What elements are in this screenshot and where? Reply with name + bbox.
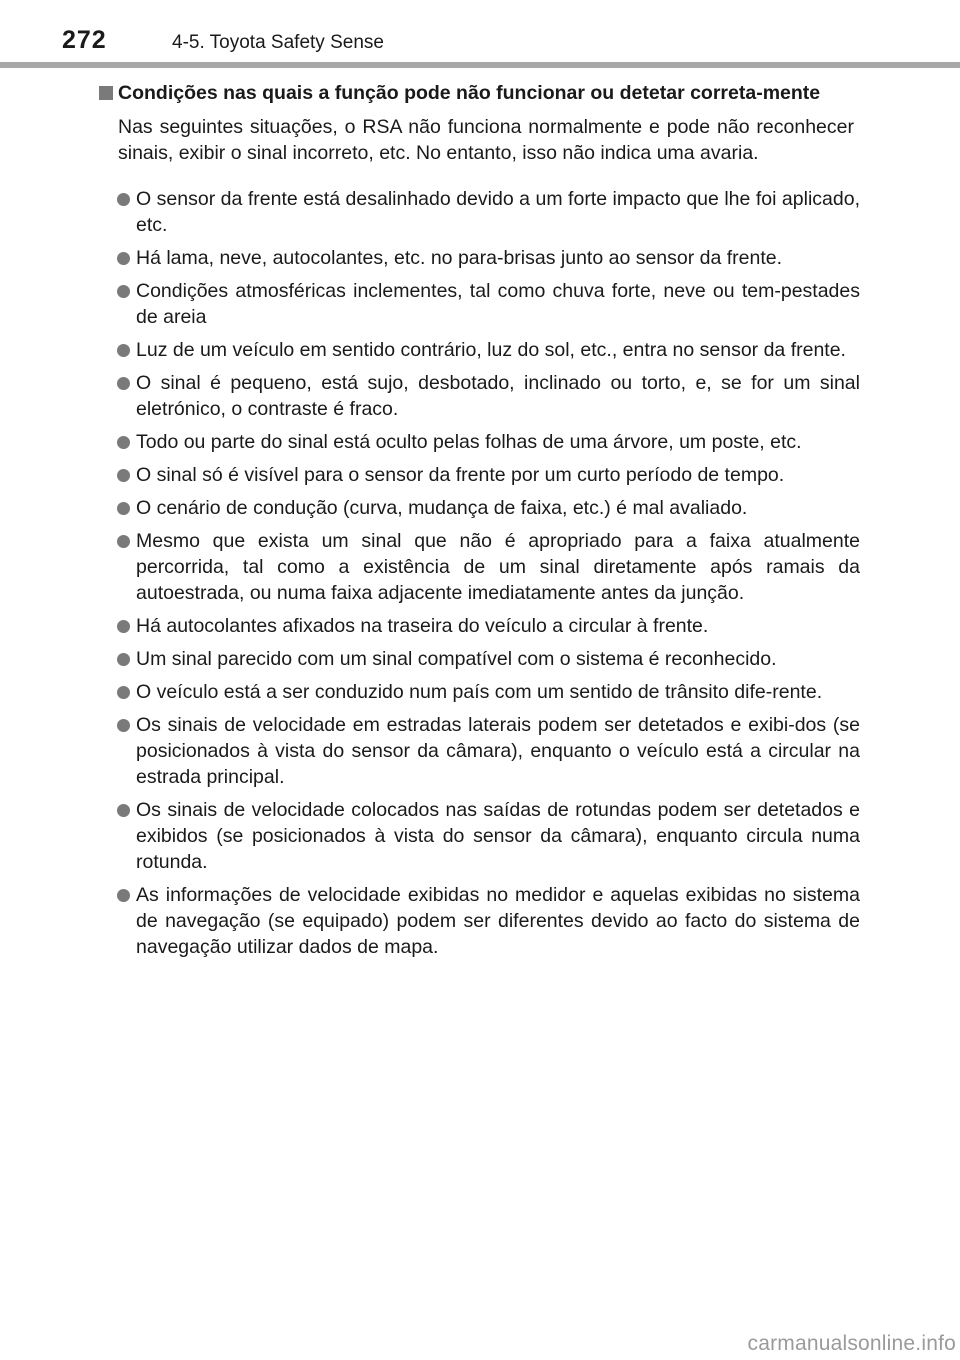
- page-header: [0, 0, 960, 70]
- bullet-dot-icon: [117, 653, 130, 666]
- list-item: [98, 495, 860, 521]
- list-item-text: Os sinais de velocidade colocados nas saídas de rotundas podem ser detetados e exibidos (se posicionados à vista do sensor da câmara), enquanto circula numa rotunda.: [136, 798, 860, 873]
- list-item-text: Os sinais de velocidade em estradas laterais podem ser detetados e exibi-dos (se posicionados à vista do sensor da câmara), enquanto o veículo está a circular na estrada principal.: [136, 713, 860, 788]
- list-item-text: O sinal é pequeno, está sujo, desbotado, inclinado ou torto, e, se for um sinal eletrónico, o contraste é fraco.: [136, 371, 860, 420]
- list-item-text: O veículo está a ser conduzido num país com um sentido de trânsito dife-rente.: [136, 680, 823, 703]
- list-item-text: As informações de velocidade exibidas no medidor e aquelas exibidas no sistema de navegação (se equipado) podem ser diferentes devido ao facto do sistema de navegação utilizar dados de mapa.: [136, 883, 860, 958]
- list-item: [98, 882, 860, 960]
- bullet-dot-icon: [117, 804, 130, 817]
- list-item-text: Condições atmosféricas inclementes, tal como chuva forte, neve ou tem-pestades de areia: [136, 279, 860, 328]
- list-item-text: O sensor da frente está desalinhado devido a um forte impacto que lhe foi aplicado, etc.: [136, 187, 860, 236]
- subsection-heading-text: Condições nas quais a função pode não funcionar ou detetar correta-mente: [118, 82, 821, 104]
- header-divider: [0, 62, 960, 68]
- bullet-dot-icon: [117, 620, 130, 633]
- list-item-text: Um sinal parecido com um sinal compatível com o sistema é reconhecido.: [136, 647, 777, 670]
- list-item-text: Todo ou parte do sinal está oculto pelas folhas de uma árvore, um poste, etc.: [136, 430, 802, 453]
- subsection-heading: [98, 80, 860, 106]
- list-item: [98, 370, 860, 422]
- page-number: 272: [62, 26, 107, 54]
- list-item: [98, 278, 860, 330]
- bullet-dot-icon: [117, 193, 130, 206]
- bullet-dot-icon: [117, 344, 130, 357]
- conditions-list: [98, 186, 860, 960]
- bullet-dot-icon: [117, 686, 130, 699]
- list-item: [98, 646, 860, 672]
- bullet-dot-icon: [117, 285, 130, 298]
- list-item: [98, 797, 860, 875]
- list-item: [98, 528, 860, 606]
- list-item-text: O sinal só é visível para o sensor da frente por um curto período de tempo.: [136, 463, 785, 486]
- list-item-text: O cenário de condução (curva, mudança de faixa, etc.) é mal avaliado.: [136, 496, 748, 519]
- bullet-dot-icon: [117, 889, 130, 902]
- list-item-text: Luz de um veículo em sentido contrário, luz do sol, etc., entra no sensor da frente.: [136, 338, 846, 361]
- list-item-text: Há lama, neve, autocolantes, etc. no para-brisas junto ao sensor da frente.: [136, 246, 783, 269]
- bullet-dot-icon: [117, 436, 130, 449]
- main-content: [98, 80, 860, 967]
- bullet-dot-icon: [117, 377, 130, 390]
- list-item: [98, 337, 860, 363]
- list-item: [98, 462, 860, 488]
- bullet-dot-icon: [117, 252, 130, 265]
- list-item-text: Há autocolantes afixados na traseira do veículo a circular à frente.: [136, 614, 709, 637]
- square-bullet-icon: [99, 86, 113, 100]
- bullet-dot-icon: [117, 535, 130, 548]
- list-item: [98, 186, 860, 238]
- list-item: [98, 712, 860, 790]
- section-title: 4-5. Toyota Safety Sense: [172, 32, 384, 53]
- bullet-dot-icon: [117, 502, 130, 515]
- watermark-link[interactable]: carmanualsonline.info: [747, 1332, 956, 1355]
- list-item: [98, 679, 860, 705]
- list-item: [98, 613, 860, 639]
- bullet-dot-icon: [117, 719, 130, 732]
- list-item: [98, 245, 860, 271]
- list-item-text: Mesmo que exista um sinal que não é apropriado para a faixa atualmente percorrida, tal como a existência de um sinal diretamente após ramais da autoestrada, ou numa faixa adjacente imediatamente antes da junção.: [136, 529, 860, 604]
- intro-paragraph: Nas seguintes situações, o RSA não funciona normalmente e pode não reconhecer sinais, exibir o sinal incorreto, etc. No entanto, isso não indica uma avaria.: [118, 116, 854, 164]
- list-item: [98, 429, 860, 455]
- bullet-dot-icon: [117, 469, 130, 482]
